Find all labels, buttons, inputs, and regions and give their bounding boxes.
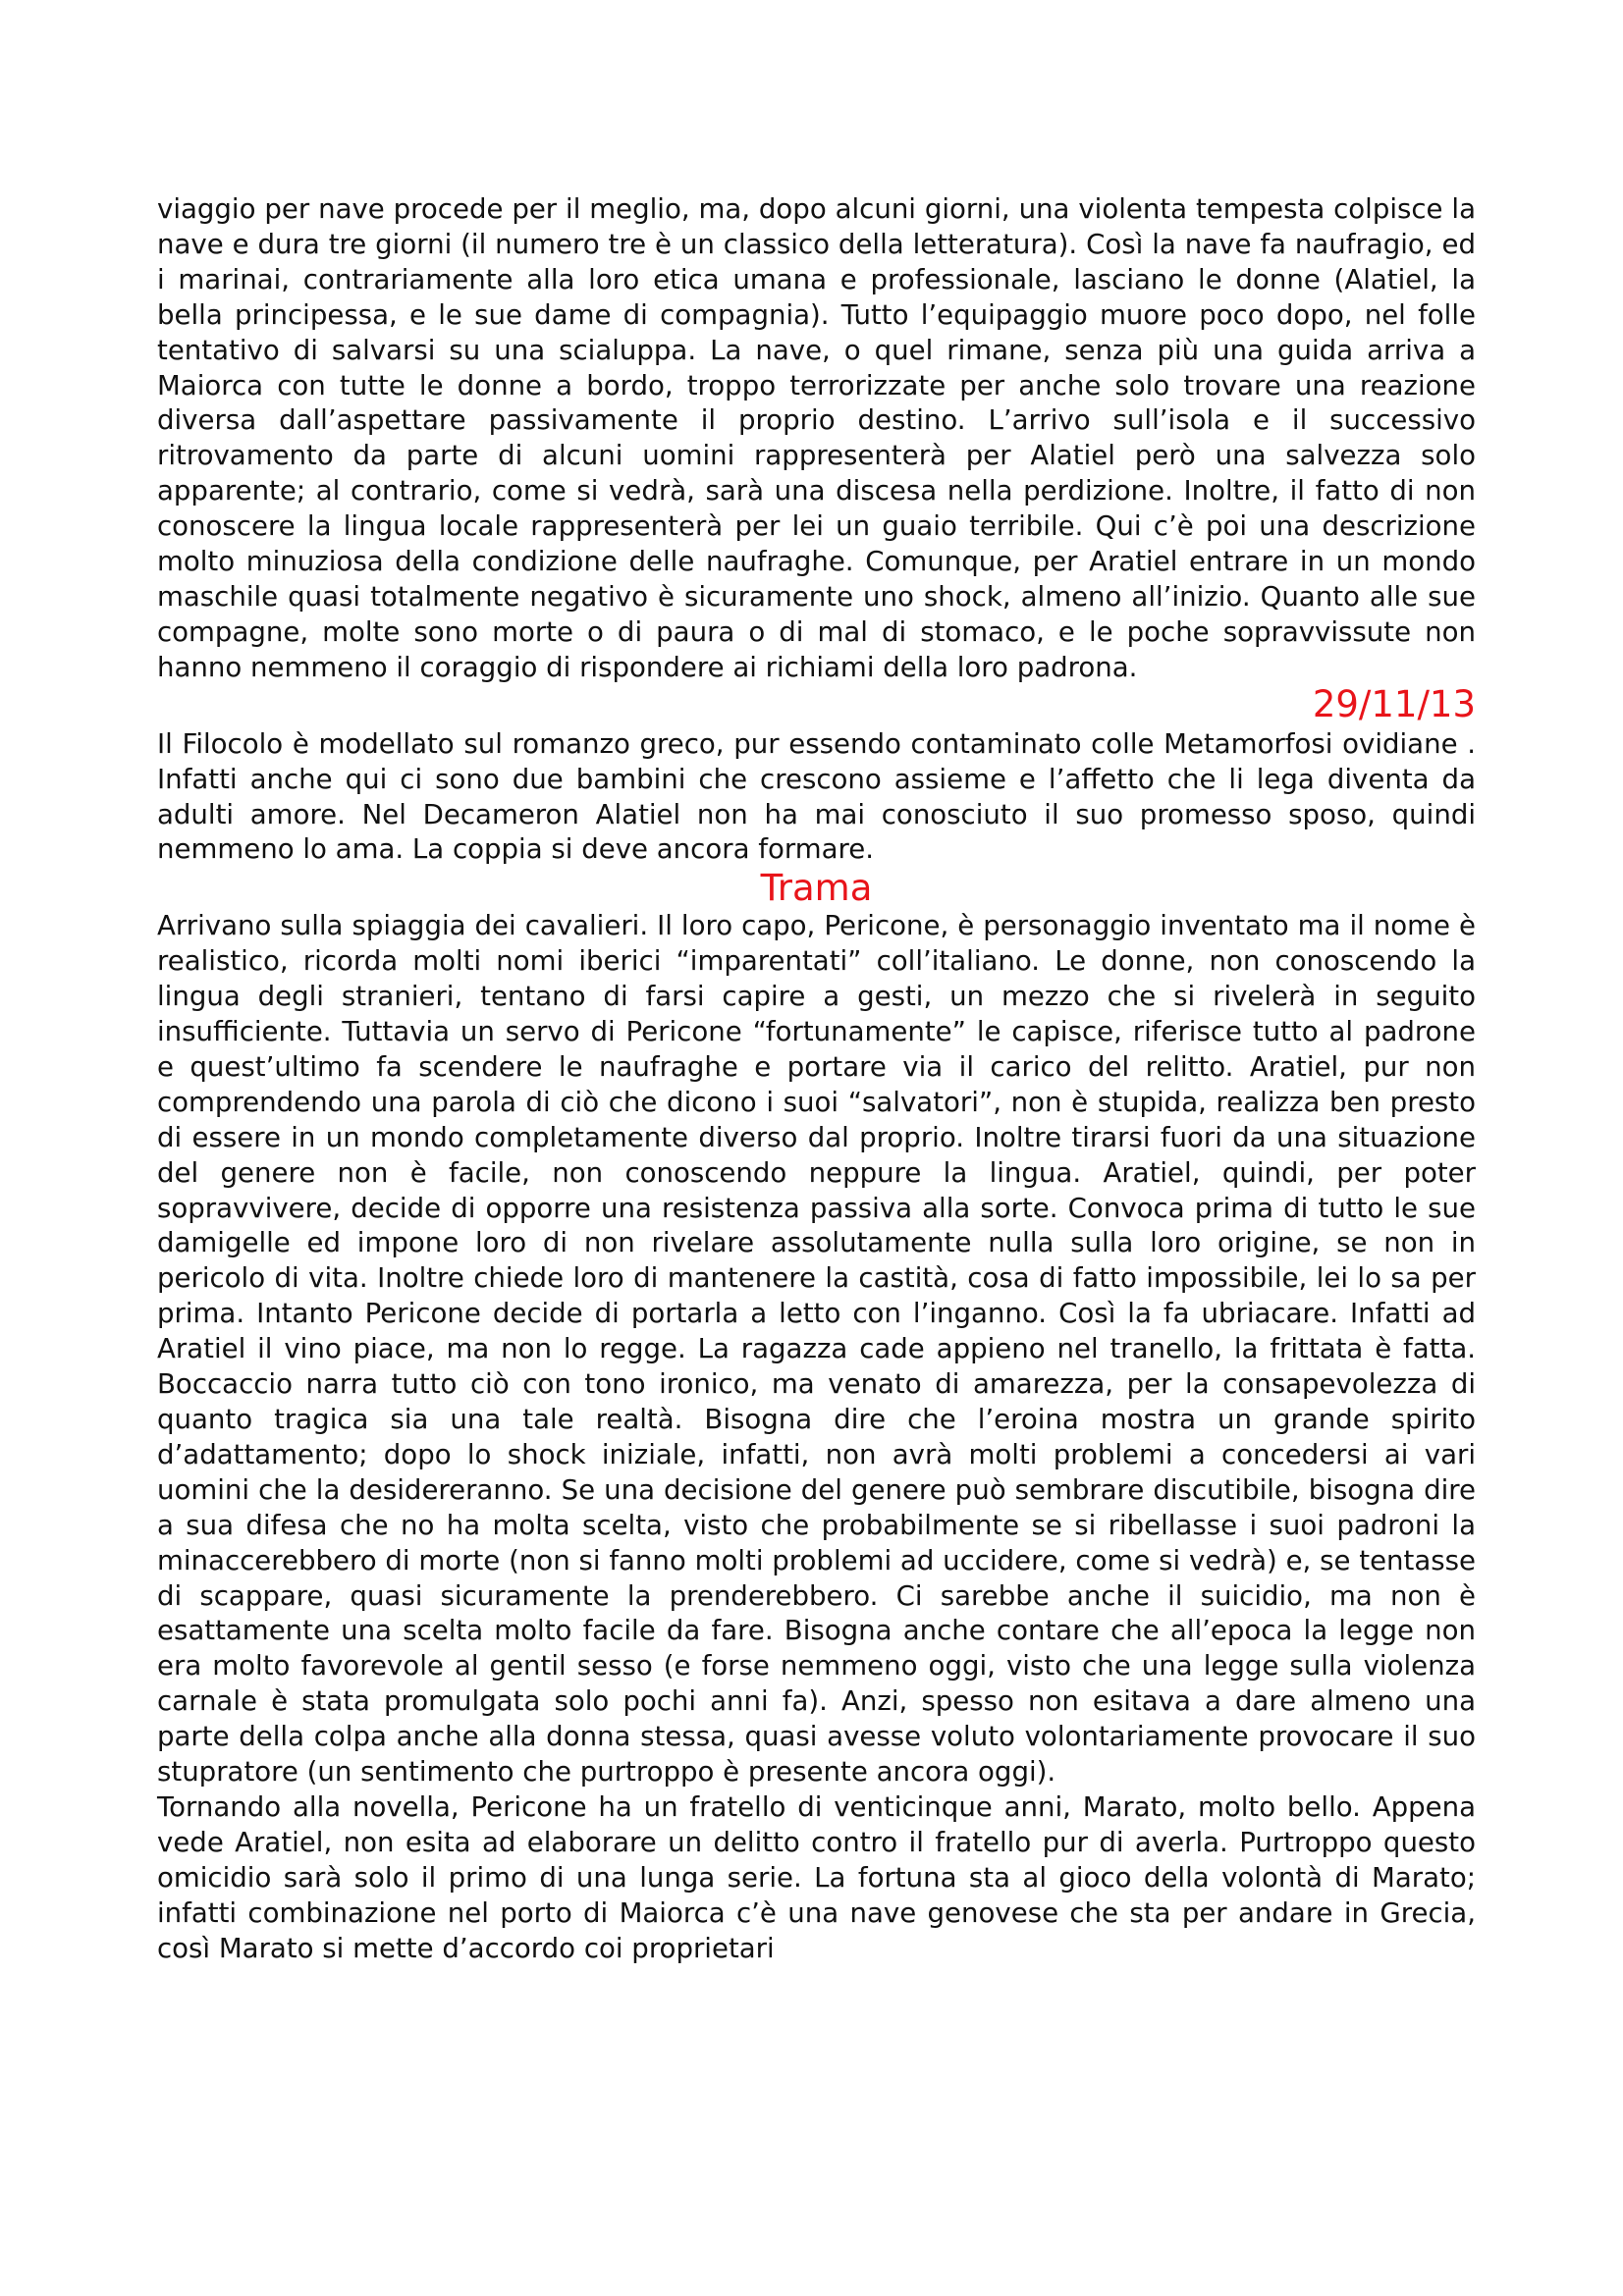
filocolo-paragraph: Il Filocolo è modellato sul romanzo greco, pur essendo contaminato colle Metamorfosi ovidiane . Infatti anche qui ci sono due bambini che crescono assieme e l’affetto che li lega diventa da adulti amore. Nel Decameron Alatiel non ha mai conosciuto il suo promesso sposo, quindi nemmeno lo ama. La coppia si deve ancora formare.	[157, 726, 1476, 866]
document-page	[157, 191, 1476, 1966]
date-label: 29/11/13	[1312, 682, 1476, 725]
trama-paragraph-2: Tornando alla novella, Pericone ha un fratello di venticinque anni, Marato, molto bello. Appena vede Aratiel, non esita ad elaborare un delitto contro il fratello pur di averla. Purtroppo questo omicidio sarà solo il primo di una lunga serie. La fortuna sta al gioco della volontà di Marato; infatti combinazione nel porto di Maiorca c’è una nave genovese che sta per andare in Grecia, così Marato si mette d’accordo coi proprietari	[157, 1789, 1476, 1964]
intro-paragraph: viaggio per nave procede per il meglio, ma, dopo alcuni giorni, una violenta tempesta colpisce la nave e dura tre giorni (il numero tre è un classico della letteratura). Così la nave fa naufragio, ed i marinai, contrariamente alla loro etica umana e professionale, lasciano le donne (Alatiel, la bella principessa, e le sue dame di compagnia). Tutto l’equipaggio muore poco dopo, nel folle tentativo di salvarsi su una scialuppa. La nave, o quel rimane, senza più una guida arriva a Maiorca con tutte le donne a bordo, troppo terrorizzate per anche solo trovare una reazione diversa dall’aspettare passivamente il proprio destino. L’arrivo sull’isola e il successivo ritrovamento da parte di alcuni uomini rappresenterà per Alatiel però una salvezza solo apparente; al contrario, come si vedrà, sarà una discesa nella perdizione. Inoltre, il fatto di non conoscere la lingua locale rappresenterà per lei un guaio terribile. Qui c’è poi una descrizione molto minuziosa della condizione delle naufraghe. Comunque, per Aratiel entrare in un mondo maschile quasi totalmente negativo è sicuramente uno shock, almeno all’inizio. Quanto alle sue compagne, molte sono morte o di paura o di mal di stomaco, e le poche sopravvissute non hanno nemmeno il coraggio di rispondere ai richiami della loro padrona.	[157, 192, 1476, 683]
section-heading-trama: Trama	[760, 867, 873, 910]
trama-paragraph-1: Arrivano sulla spiaggia dei cavalieri. Il loro capo, Pericone, è personaggio inventato ma il nome è realistico, ricorda molti nomi iberici “imparentati” coll’italiano. Le donne, non conoscendo la lingua degli stranieri, tentano di farsi capire a gesti, un mezzo che si rivelerà in seguito insufficiente. Tuttavia un servo di Pericone “fortunamente” le capisce, riferisce tutto al padrone e quest’ultimo fa scendere le naufraghe e portare via il carico del relitto. Aratiel, pur non comprendendo una parola di ciò che dicono i suoi “salvatori”, non è stupida, realizza ben presto di essere in un mondo completamente diverso dal proprio. Inoltre tirarsi fuori da una situazione del genere non è facile, non conoscendo neppure la lingua. Aratiel, quindi, per poter sopravvivere, decide di opporre una resistenza passiva alla sorte. Convoca prima di tutto le sue damigelle ed impone loro di non rivelare assolutamente nulla sulla loro origine, se non in pericolo di vita. Inoltre chiede loro di mantenere la castità, cosa di fatto impossibile, lei lo sa per prima. Intanto Pericone decide di portarla a letto con l’inganno. Così la fa ubriacare. Infatti ad Aratiel il vino piace, ma non lo regge. La ragazza cade appieno nel tranello, la frittata è fatta. Boccaccio narra tutto ciò con tono ironico, ma venato di amarezza, per la consapevolezza di quanto tragica sia una tale realtà. Bisogna dire che l’eroina mostra un grande spirito d’adattamento; dopo lo shock iniziale, infatti, non avrà molti problemi a concedersi ai vari uomini che la desidereranno. Se una decisione del genere può sembrare discutibile, bisogna dire a sua difesa che no ha molta scelta, visto che probabilmente se si ribellasse i suoi padroni la minaccerebbero di morte (non si fanno molti problemi ad uccidere, come si vedrà) e, se tentasse di scappare, quasi sicuramente la prenderebbero. Ci sarebbe anche il suicidio, ma non è esattamente una scelta molto facile da fare. Bisogna anche contare che all’epoca la legge non era molto favorevole al gentil sesso (e forse nemmeno oggi, visto che una legge sulla violenza carnale è stata promulgata solo pochi anni fa). Anzi, spesso non esitava a dare almeno una parte della colpa anche alla donna stessa, quasi avesse voluto volontariamente provocare il suo stupratore (un sentimento che purtroppo è presente ancora oggi).	[157, 909, 1476, 1789]
